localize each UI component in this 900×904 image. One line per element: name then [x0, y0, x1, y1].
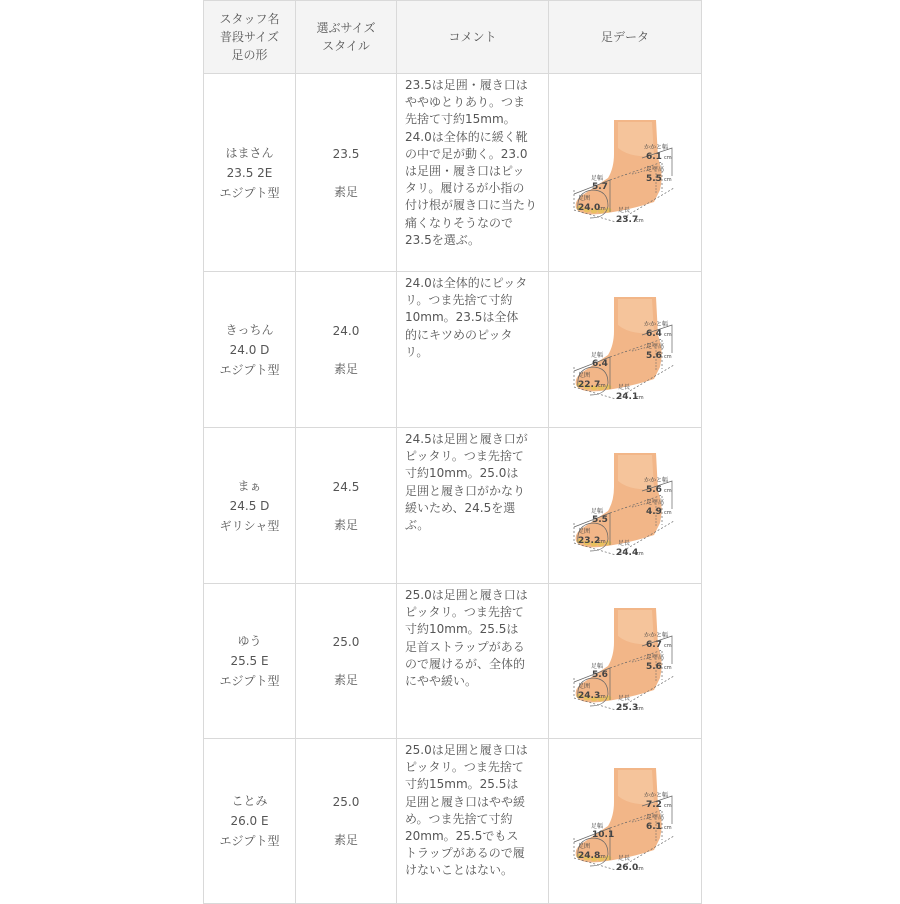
width-value: 10.1	[592, 830, 615, 840]
heel-label: かかと幅	[644, 632, 669, 639]
comment-line: タリ。履けるが小指の	[405, 181, 525, 196]
heel-unit: cm	[664, 803, 672, 809]
girth-label: 足囲	[578, 371, 591, 379]
instep-label: 足甲高	[646, 498, 665, 506]
heel-label: かかと幅	[644, 320, 669, 328]
comment-line: トラップがあるので履	[405, 846, 525, 861]
comment-line: 足囲と履き口はやや緩	[405, 794, 526, 809]
instep-value: 6.1	[646, 822, 662, 832]
comment-line: リ。	[405, 344, 429, 359]
comment-line: 緩いため、24.5を選	[405, 500, 516, 515]
size-cell	[296, 272, 397, 428]
foot-data-cell	[549, 739, 702, 904]
instep-value: 5.6	[646, 662, 662, 672]
length-label: 足長	[618, 206, 631, 214]
comment-line: 的にキツめのピッタ	[405, 327, 513, 342]
comment-line: 20mm。25.5でもス	[405, 829, 519, 844]
girth-label: 足囲	[578, 843, 591, 850]
heel-label: かかと幅	[644, 143, 669, 151]
girth-unit: cm	[598, 538, 606, 545]
instep-value: 4.9	[646, 506, 662, 517]
width-label: 足幅	[591, 663, 604, 670]
comment-cell	[397, 584, 549, 739]
header-staff-line: 足の形	[231, 48, 268, 62]
chosen-size: 24.0	[332, 323, 360, 338]
comment-cell	[397, 428, 549, 584]
comment-line: 痛くなりそうなので	[405, 215, 514, 230]
style: 素足	[333, 833, 358, 847]
header-comment: コメント	[397, 1, 549, 74]
chosen-size: 25.0	[332, 795, 360, 809]
foot-diagram	[570, 295, 680, 405]
length-label: 足長	[618, 539, 631, 547]
length-unit: cm	[636, 706, 644, 712]
width-value: 5.6	[592, 670, 608, 680]
girth-value: 24.3	[578, 691, 601, 701]
comment-cell	[397, 739, 549, 904]
comment-line: ピッタリ。つま先捨て	[405, 605, 524, 620]
comment-line: ピッタリ。つま先捨て	[405, 449, 524, 464]
foot-diagram	[570, 118, 680, 228]
table-row	[204, 739, 702, 904]
instep-unit: cm	[664, 509, 672, 516]
table-row	[204, 272, 702, 428]
width-label: 足幅	[591, 823, 604, 830]
length-unit: cm	[636, 550, 644, 557]
girth-label: 足囲	[578, 683, 591, 690]
heel-unit: cm	[664, 487, 672, 494]
foot-shape: エジプト型	[219, 185, 280, 200]
chosen-size: 24.5	[332, 479, 360, 494]
comment-line: ピッタリ。つま先捨て	[405, 760, 524, 775]
girth-unit: cm	[598, 694, 606, 700]
heel-value: 6.7	[646, 640, 662, 650]
staff-name: ゆう	[237, 634, 262, 648]
instep-label: 足甲高	[646, 814, 665, 821]
foot-diagram	[570, 606, 680, 716]
foot-diagram	[570, 766, 680, 876]
comment-cell	[397, 272, 549, 428]
staff-cell	[204, 584, 296, 739]
heel-value: 5.6	[646, 484, 662, 495]
girth-label: 足囲	[578, 527, 591, 535]
size-cell	[296, 584, 397, 739]
comment-line: 23.5を選ぶ。	[405, 232, 480, 247]
usual-size: 25.5 E	[230, 654, 269, 668]
header-size-line: スタイル	[322, 39, 370, 53]
style: 素足	[333, 361, 358, 376]
staff-cell	[204, 272, 296, 428]
comment-line: にやや緩い。	[405, 674, 478, 689]
comment-line: 25.0は足囲と履き口は	[405, 743, 528, 757]
width-label: 足幅	[591, 174, 604, 182]
comment-line: 寸約10mm。25.0は	[405, 466, 519, 481]
comment-line: め。つま先捨て寸約	[405, 811, 513, 826]
table-row	[204, 584, 702, 739]
header-size-line: 選ぶサイズ	[316, 21, 376, 35]
size-cell	[296, 74, 397, 272]
staff-cell	[204, 739, 296, 904]
length-value: 25.3	[616, 703, 639, 713]
width-label: 足幅	[591, 507, 604, 515]
comment-line: 寸約10mm。25.5は	[405, 622, 519, 637]
foot-data-cell	[549, 74, 702, 272]
length-label: 足長	[618, 855, 631, 862]
instep-value: 5.6	[646, 350, 662, 361]
foot-shape: エジプト型	[219, 362, 280, 377]
comment-line: の中で足が動く。23.0	[405, 146, 528, 161]
comment-line: けないことはない。	[405, 863, 514, 878]
girth-value: 23.2	[578, 535, 601, 546]
staff-name: まぁ	[237, 478, 262, 493]
foot-shape: エジプト型	[219, 834, 280, 848]
staff-name: きっちん	[225, 322, 274, 337]
chosen-size: 23.5	[332, 146, 360, 161]
usual-size: 24.5 D	[229, 498, 270, 513]
girth-label: 足囲	[578, 194, 591, 202]
foot-data-cell	[549, 428, 702, 584]
staff-name: ことみ	[231, 794, 268, 808]
girth-unit: cm	[598, 854, 606, 860]
header-foot-data: 足データ	[549, 1, 702, 74]
foot-data-cell	[549, 584, 702, 739]
heel-unit: cm	[664, 643, 672, 649]
header-staff-line: スタッフ名	[219, 12, 280, 26]
comment-line: 足首ストラップがある	[405, 639, 525, 654]
comment-line: 24.5は足囲と履き口が	[405, 432, 528, 446]
chosen-size: 25.0	[332, 635, 360, 649]
usual-size: 23.5 2E	[226, 165, 273, 180]
comment-line: ぶ。	[405, 518, 430, 533]
style: 素足	[333, 184, 358, 199]
length-value: 24.4	[616, 547, 639, 558]
comment-line: 寸約15mm。25.5は	[405, 777, 519, 792]
girth-value: 22.7	[578, 379, 601, 390]
instep-label: 足甲高	[646, 654, 665, 661]
heel-label: かかと幅	[644, 476, 669, 484]
girth-unit: cm	[598, 205, 606, 212]
heel-value: 7.2	[646, 800, 662, 810]
header-staff	[204, 1, 296, 74]
girth-value: 24.0	[578, 202, 601, 213]
instep-unit: cm	[664, 353, 672, 360]
style: 素足	[333, 673, 358, 687]
heel-value: 6.4	[646, 328, 662, 339]
length-value: 23.7	[616, 214, 639, 225]
width-value: 6.4	[592, 358, 608, 369]
heel-label: かかと幅	[644, 792, 669, 799]
foot-shape: ギリシャ型	[219, 518, 280, 533]
staff-cell	[204, 428, 296, 584]
comment-line: ややゆとりあり。つま	[405, 95, 526, 110]
comment-line: 23.5は足囲・履き口は	[405, 78, 528, 92]
girth-value: 24.8	[578, 851, 601, 861]
comment-line: 25.0は足囲と履き口は	[405, 588, 528, 602]
length-unit: cm	[636, 217, 644, 224]
staff-cell	[204, 74, 296, 272]
girth-unit: cm	[598, 382, 606, 389]
instep-unit: cm	[664, 176, 672, 183]
length-label: 足長	[618, 695, 631, 702]
length-unit: cm	[636, 866, 644, 872]
table-row	[204, 74, 702, 272]
header-staff-line: 普段サイズ	[219, 30, 280, 44]
instep-unit: cm	[664, 665, 672, 671]
comment-line: 24.0は全体的にピッタ	[405, 276, 528, 290]
foot-shape: エジプト型	[219, 674, 280, 688]
length-value: 24.1	[616, 391, 639, 402]
foot-diagram	[570, 451, 680, 561]
comment-line: リ。つま先捨て寸約	[405, 293, 513, 308]
usual-size: 24.0 D	[229, 342, 270, 357]
comment-line: 24.0は全体的に緩く靴	[405, 129, 528, 144]
heel-unit: cm	[664, 331, 672, 338]
instep-label: 足甲高	[646, 342, 665, 350]
table-row	[204, 428, 702, 584]
comment-line: 先捨て寸約15mm。	[405, 112, 516, 127]
size-comparison-table	[203, 0, 702, 904]
usual-size: 26.0 E	[230, 814, 269, 828]
size-cell	[296, 739, 397, 904]
style: 素足	[333, 517, 358, 532]
width-label: 足幅	[591, 351, 604, 359]
heel-unit: cm	[664, 154, 672, 161]
comment-line: は足囲・履き口はピッ	[405, 164, 525, 179]
width-value: 5.5	[592, 514, 608, 525]
comment-line: 付け根が履き口に当たり	[405, 198, 538, 213]
header-row	[204, 1, 702, 74]
comment-line: ので履けるが、全体的	[405, 656, 526, 671]
comment-line: 10mm。23.5は全体	[405, 310, 519, 325]
heel-value: 6.1	[646, 151, 662, 162]
width-value: 5.7	[592, 181, 608, 192]
foot-data-cell	[549, 272, 702, 428]
header-size	[296, 1, 397, 74]
instep-label: 足甲高	[646, 165, 665, 173]
instep-value: 5.5	[646, 173, 662, 184]
length-value: 26.0	[616, 863, 639, 873]
comment-cell	[397, 74, 549, 272]
length-unit: cm	[636, 394, 644, 401]
size-cell	[296, 428, 397, 584]
length-label: 足長	[618, 383, 631, 391]
comment-line: 足囲と履き口がかなり	[405, 483, 526, 498]
instep-unit: cm	[664, 825, 672, 831]
staff-name: はまさん	[225, 145, 274, 160]
